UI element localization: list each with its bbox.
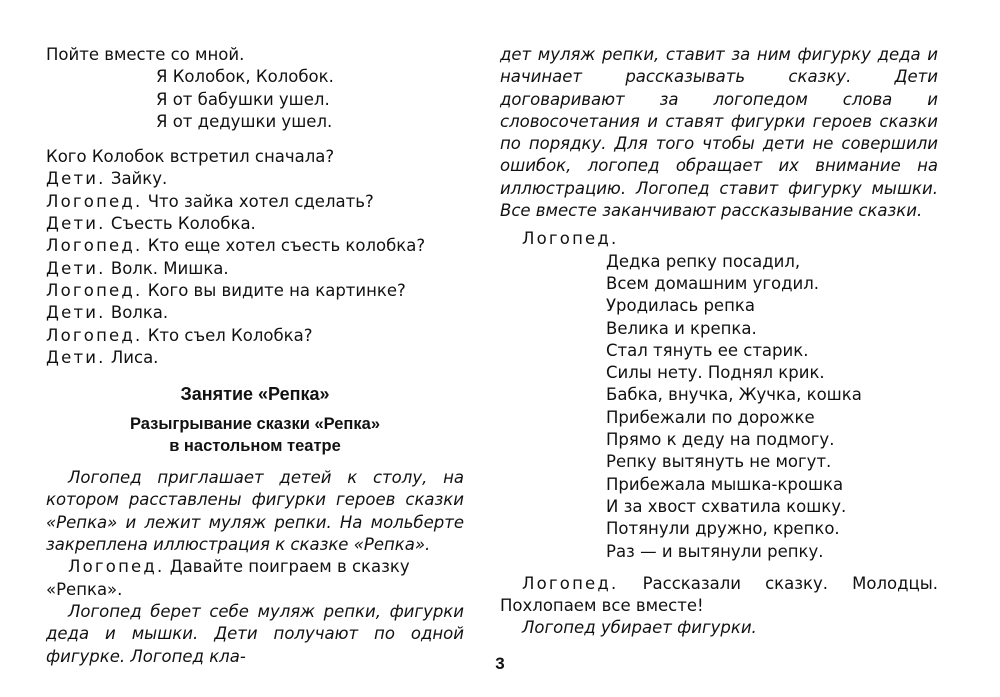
speaker: Логопед. <box>522 229 619 249</box>
section-subheading <box>46 413 464 457</box>
speaker: Логопед. <box>522 573 619 593</box>
poem-line: Раз — и вытянули репку. <box>606 541 824 561</box>
speaker: Дети. <box>46 214 106 234</box>
poem-line: Уродилась репка <box>606 296 755 316</box>
speaker: Дети. <box>46 347 106 367</box>
right-column <box>500 44 938 640</box>
speaker: Дети. <box>46 303 106 323</box>
dialogue-text: Волка. <box>105 303 169 323</box>
dialogue-text: Что зайка хотел сделать? <box>142 191 374 211</box>
speaker: Логопед. <box>46 236 143 256</box>
poem-line: Велика и крепка. <box>606 318 757 338</box>
dialogue-text: Съесть Колобка. <box>105 214 256 234</box>
poem-line: Прямо к деду на подмогу. <box>606 430 835 450</box>
paragraph: Логопед убирает фигурки. <box>522 618 757 638</box>
paragraph: Логопед берет себе муляж репки, фигурки деда и мышки. Дети получают по одной фигурке. Логопед кла- <box>46 601 464 666</box>
dialogue-line <box>46 347 464 369</box>
dialogue-text: Кого вы видите на картинке? <box>142 280 406 300</box>
dialogue-text: Кто еще хотел съесть колобка? <box>142 236 426 256</box>
dialogue-line <box>46 213 464 235</box>
dialogue-text: Рассказали сказку. Молодцы. Похлопаем все вместе! <box>500 573 938 616</box>
poem-line: Дедка репку посадил, <box>606 251 801 271</box>
dialogue-line <box>46 258 464 280</box>
dialogue-line <box>500 573 938 618</box>
poem-line: И за хвост схватила кошку. <box>606 496 847 516</box>
dialogue-text: Кто съел Колобка? <box>142 325 313 345</box>
intro-line: Пойте вместе со мной. <box>46 45 245 64</box>
dialogue-line <box>46 235 464 257</box>
question-line: Кого Колобок встретил сначала? <box>46 147 335 167</box>
poem-line: Потянули дружно, крепко. <box>606 519 840 539</box>
song-line: Я от дедушки ушел. <box>156 111 333 131</box>
dialogue-line <box>46 280 464 302</box>
page-number: 3 <box>495 654 505 673</box>
dialogue-text: Волк. Мишка. <box>105 258 229 278</box>
paragraph: Логопед приглашает детей к столу, на котором расставлены фигурки героев сказки «Репка» и лежит муляж репки. На мольберте закреплена иллюстрация к сказке «Репка». <box>46 468 464 555</box>
poem-line: Бабка, внучка, Жучка, кошка <box>606 385 862 405</box>
song-line: Я Колобок, Колобок. <box>156 67 334 87</box>
song-line: Я от бабушки ушел. <box>156 89 330 109</box>
dialogue-line <box>46 556 464 601</box>
subheading-line: в настольном театре <box>169 437 341 456</box>
dialogue-text: Лиса. <box>105 347 159 367</box>
poem-line: Прибежала мышка-крошка <box>606 474 844 494</box>
dialogue-text: Зайку. <box>105 169 168 189</box>
dialogue-text: Давайте поиграем в сказку «Репка». <box>46 557 410 599</box>
dialogue-line <box>46 302 464 324</box>
poem-line: Силы нету. Поднял крик. <box>606 363 825 383</box>
poem-line: Репку вытянуть не могут. <box>606 452 832 472</box>
poem-line: Прибежали по дорожке <box>606 407 815 427</box>
speaker: Логопед. <box>46 325 143 345</box>
speaker: Логопед. <box>46 280 143 300</box>
left-column <box>46 44 464 668</box>
poem-line: Стал тянуть ее старик. <box>606 340 809 360</box>
paragraph: дет муляж репки, ставит за ним фигурку деда и начинает рассказывать сказку. Дети договаривают за логопедом слова и словосочетания и ставят фигурки героев сказки по порядку. Для того чтобы дети не совершили ошибок, логопед обращает их внимание на иллюстрацию. Логопед ставит фигурку мышки. Все вместе заканчивают рассказывание сказки. <box>500 45 938 221</box>
dialogue-line <box>46 191 464 213</box>
speaker: Дети. <box>46 169 106 189</box>
dialogue-line <box>46 325 464 347</box>
subheading-line: Разыгрывание сказки «Репка» <box>130 415 380 434</box>
speaker: Дети. <box>46 258 106 278</box>
speaker: Логопед. <box>68 557 165 577</box>
dialogue-line <box>46 168 464 190</box>
speaker: Логопед. <box>46 191 143 211</box>
section-heading: Занятие «Репка» <box>180 384 330 405</box>
poem-line: Всем домашним угодил. <box>606 273 820 293</box>
